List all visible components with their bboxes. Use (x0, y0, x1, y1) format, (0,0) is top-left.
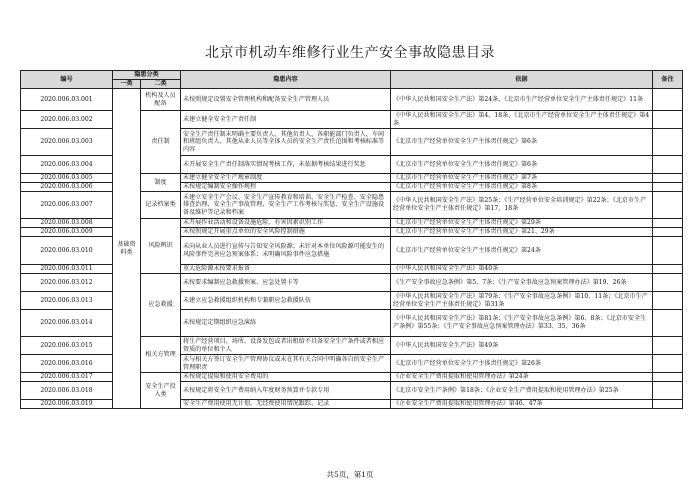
row-note (653, 373, 683, 382)
row-code: 2020.006.03.004 (21, 156, 113, 174)
row-basis: 《北京市生产经营单位安全生产主体责任规定》第26条 (391, 355, 653, 373)
subcat-risk: 风险辨识 (141, 219, 181, 274)
row-code: 2020.006.03.009 (21, 228, 113, 237)
subcat-emergency: 应急救援 (141, 274, 181, 337)
row-content: 未与相关方签订安全生产管理协议或未在其有关合同中明确各自的安全生产管理职责 (181, 355, 391, 373)
row-content: 将生产经营项目、场所、设备发包或者出租给不具备安全生产条件或者相应资质的单位和个人 (181, 337, 391, 355)
subcat-org: 机构及人员配备 (141, 89, 181, 111)
row-basis: 《中华人民共和国安全生产法》第79条；《生产安全事故应急条例》第10、11条；《北京市生产经营单位安全生产主体责任规定》第31条 (391, 292, 653, 310)
header-note: 备注 (653, 71, 683, 89)
row-basis: 《中华人民共和国安全生产法》第25条；《生产经营单位安全培训规定》第22条；《北京市生产经营单位安全生产主体责任规定》第17、18条 (391, 192, 653, 219)
row-basis: 《北京市安全生产条例》第18条；《企业安全生产费用提取和使用管理办法》第25条 (391, 382, 653, 400)
row-code: 2020.006.03.012 (21, 274, 113, 292)
row-note (653, 174, 683, 183)
row-code: 2020.006.03.002 (21, 111, 113, 129)
row-basis: 《北京市生产经营单位安全生产主体责任规定》第21、29条 (391, 228, 653, 237)
subcat-related: 相关方管理 (141, 337, 181, 373)
row-code: 2020.006.03.006 (21, 183, 113, 192)
row-content: 未开展安全生产责任制落实情况考核工作，未依据考核结果进行奖惩 (181, 156, 391, 174)
row-content: 重大危险源未按要求报备 (181, 265, 391, 274)
table-row (21, 89, 683, 111)
row-note (653, 355, 683, 373)
row-code: 2020.006.03.003 (21, 129, 113, 156)
row-note (653, 183, 683, 192)
row-note (653, 274, 683, 292)
header-cat2: 二类 (141, 80, 181, 89)
row-basis: 《北京市生产经营单位安全生产主体责任规定》第7条 (391, 174, 653, 183)
subcat-system: 制度 (141, 174, 181, 192)
page-footer: 共5页，第1页 (326, 470, 374, 479)
row-basis: 《北京市生产经营单位安全生产主体责任规定》第8条 (391, 183, 653, 192)
header-cat1: 一类 (113, 80, 141, 89)
row-note (653, 310, 683, 337)
row-code: 2020.006.03.015 (21, 337, 113, 355)
row-code: 2020.006.03.010 (21, 237, 113, 265)
row-code: 2020.006.03.016 (21, 355, 113, 373)
row-content: 安全生产费用使用无计划，无经费使用情况跟踪、记录 (181, 400, 391, 409)
header-row (21, 71, 683, 80)
row-note (653, 382, 683, 400)
row-basis: 《北京市生产经营单位安全生产主体责任规定》第6条 (391, 156, 653, 174)
row-content: 未按照规定开展重点单位的安全风险控制措施 (181, 228, 391, 237)
row-content: 未建立健全安全生产责任制 (181, 111, 391, 129)
header-basis: 依据 (391, 71, 653, 89)
row-basis: 《北京市生产经营单位安全生产主体责任规定》第6条 (391, 129, 653, 156)
row-code: 2020.006.03.005 (21, 174, 113, 183)
row-note (653, 129, 683, 156)
row-note (653, 228, 683, 237)
row-basis: 《中华人民共和国安全生产法》第24条、《北京市生产经营单位安全生产主体责任规定》11条 (391, 89, 653, 111)
subcat-resp: 责任制 (141, 111, 181, 174)
row-content: 安全生产责任制未明确主要负责人、其他负责人、各职能部门负责人、车间和班组负责人、其他从业人员等全体人员的安全生产责任范围和考核标准等内容 (181, 129, 391, 156)
row-note (653, 89, 683, 111)
row-content: 未建立应急救援组织机构和专兼职应急救援队伍 (181, 292, 391, 310)
row-basis: 《中华人民共和国安全生产法》第81条；《生产安全事故应急条例》第6、8条；《北京市安全生产条例》第55条；《生产安全事故应急预案管理办法》第33、35、36条 (391, 310, 653, 337)
row-code: 2020.006.03.017 (21, 373, 113, 382)
row-code: 2020.006.03.013 (21, 292, 113, 310)
row-content: 未按规定提取和使用安全费用的 (181, 373, 391, 382)
row-basis: 《企业安全生产费用提取和使用管理办法》第24条 (391, 373, 653, 382)
row-note (653, 219, 683, 228)
row-note (653, 265, 683, 274)
row-content: 未建立安全生产会议、安全生产宣传教育和培训、安全生产检查、安全隐患排查治理、安全生产事故管理、安全生产工作考核与奖惩、安全生产设施设备及维护等记录和档案 (181, 192, 391, 219)
row-note (653, 156, 683, 174)
row-content: 未按规定将安全生产费用纳入年度财务预算并专款专用 (181, 382, 391, 400)
row-note (653, 337, 683, 355)
row-basis: 《中华人民共和国安全生产法》第49条 (391, 337, 653, 355)
row-code: 2020.006.03.011 (21, 265, 113, 274)
subcat-invest: 安全生产投入类 (141, 373, 181, 409)
row-code: 2020.006.03.007 (21, 192, 113, 219)
row-note (653, 292, 683, 310)
subcat-records: 记录档案类 (141, 192, 181, 219)
header-category: 隐患分类 (113, 71, 181, 80)
row-note (653, 111, 683, 129)
row-content: 未按规定编制安全操作规程 (181, 183, 391, 192)
row-content: 未建立健全安全生产规章制度 (181, 174, 391, 183)
row-code: 2020.006.03.019 (21, 400, 113, 409)
hazard-table (20, 70, 683, 409)
row-basis: 《生产安全事故应急条例》第5、7条；《生产安全事故应急预案管理办法》第19、26条 (391, 274, 653, 292)
row-code: 2020.006.03.018 (21, 382, 113, 400)
row-note (653, 192, 683, 219)
row-note (653, 237, 683, 265)
page-title: 北京市机动车维修行业生产安全事故隐患目录 (205, 45, 495, 61)
row-content: 未开展作业活动和设备设施危险、有害因素识别工作 (181, 219, 391, 228)
row-basis: 《北京市生产经营单位安全生产主体责任规定》第29条 (391, 219, 653, 228)
row-content: 未按照规定设置安全管理机构和配备安全生产管理人员 (181, 89, 391, 111)
row-code: 2020.006.03.001 (21, 89, 113, 111)
header-code: 编号 (21, 71, 113, 89)
row-content: 未向从业人员进行宣传与告知安全风险源；未针对本单位风险源可能发生的风险事件完善应急预案体系；未明确风险事件应急措施 (181, 237, 391, 265)
row-basis: 《企业安全生产费用提取和使用管理办法》第46、47条 (391, 400, 653, 409)
row-content: 未按要求编制应急救援预案、应急处置卡等 (181, 274, 391, 292)
row-code: 2020.006.03.008 (21, 219, 113, 228)
row-basis: 《中华人民共和国安全生产法》第4、18条、《北京市生产经营单位安全生产主体责任规定》第4条 (391, 111, 653, 129)
row-content: 未按规定定期组织应急演练 (181, 310, 391, 337)
row-basis: 《中华人民共和国安全生产法》第40条 (391, 265, 653, 274)
row-basis: 《北京市生产经营单位安全生产主体责任规定》第24条 (391, 237, 653, 265)
header-content: 隐患内容 (181, 71, 391, 89)
row-code: 2020.006.03.014 (21, 310, 113, 337)
cat1-cell: 基础资料类 (113, 89, 141, 409)
row-note (653, 400, 683, 409)
